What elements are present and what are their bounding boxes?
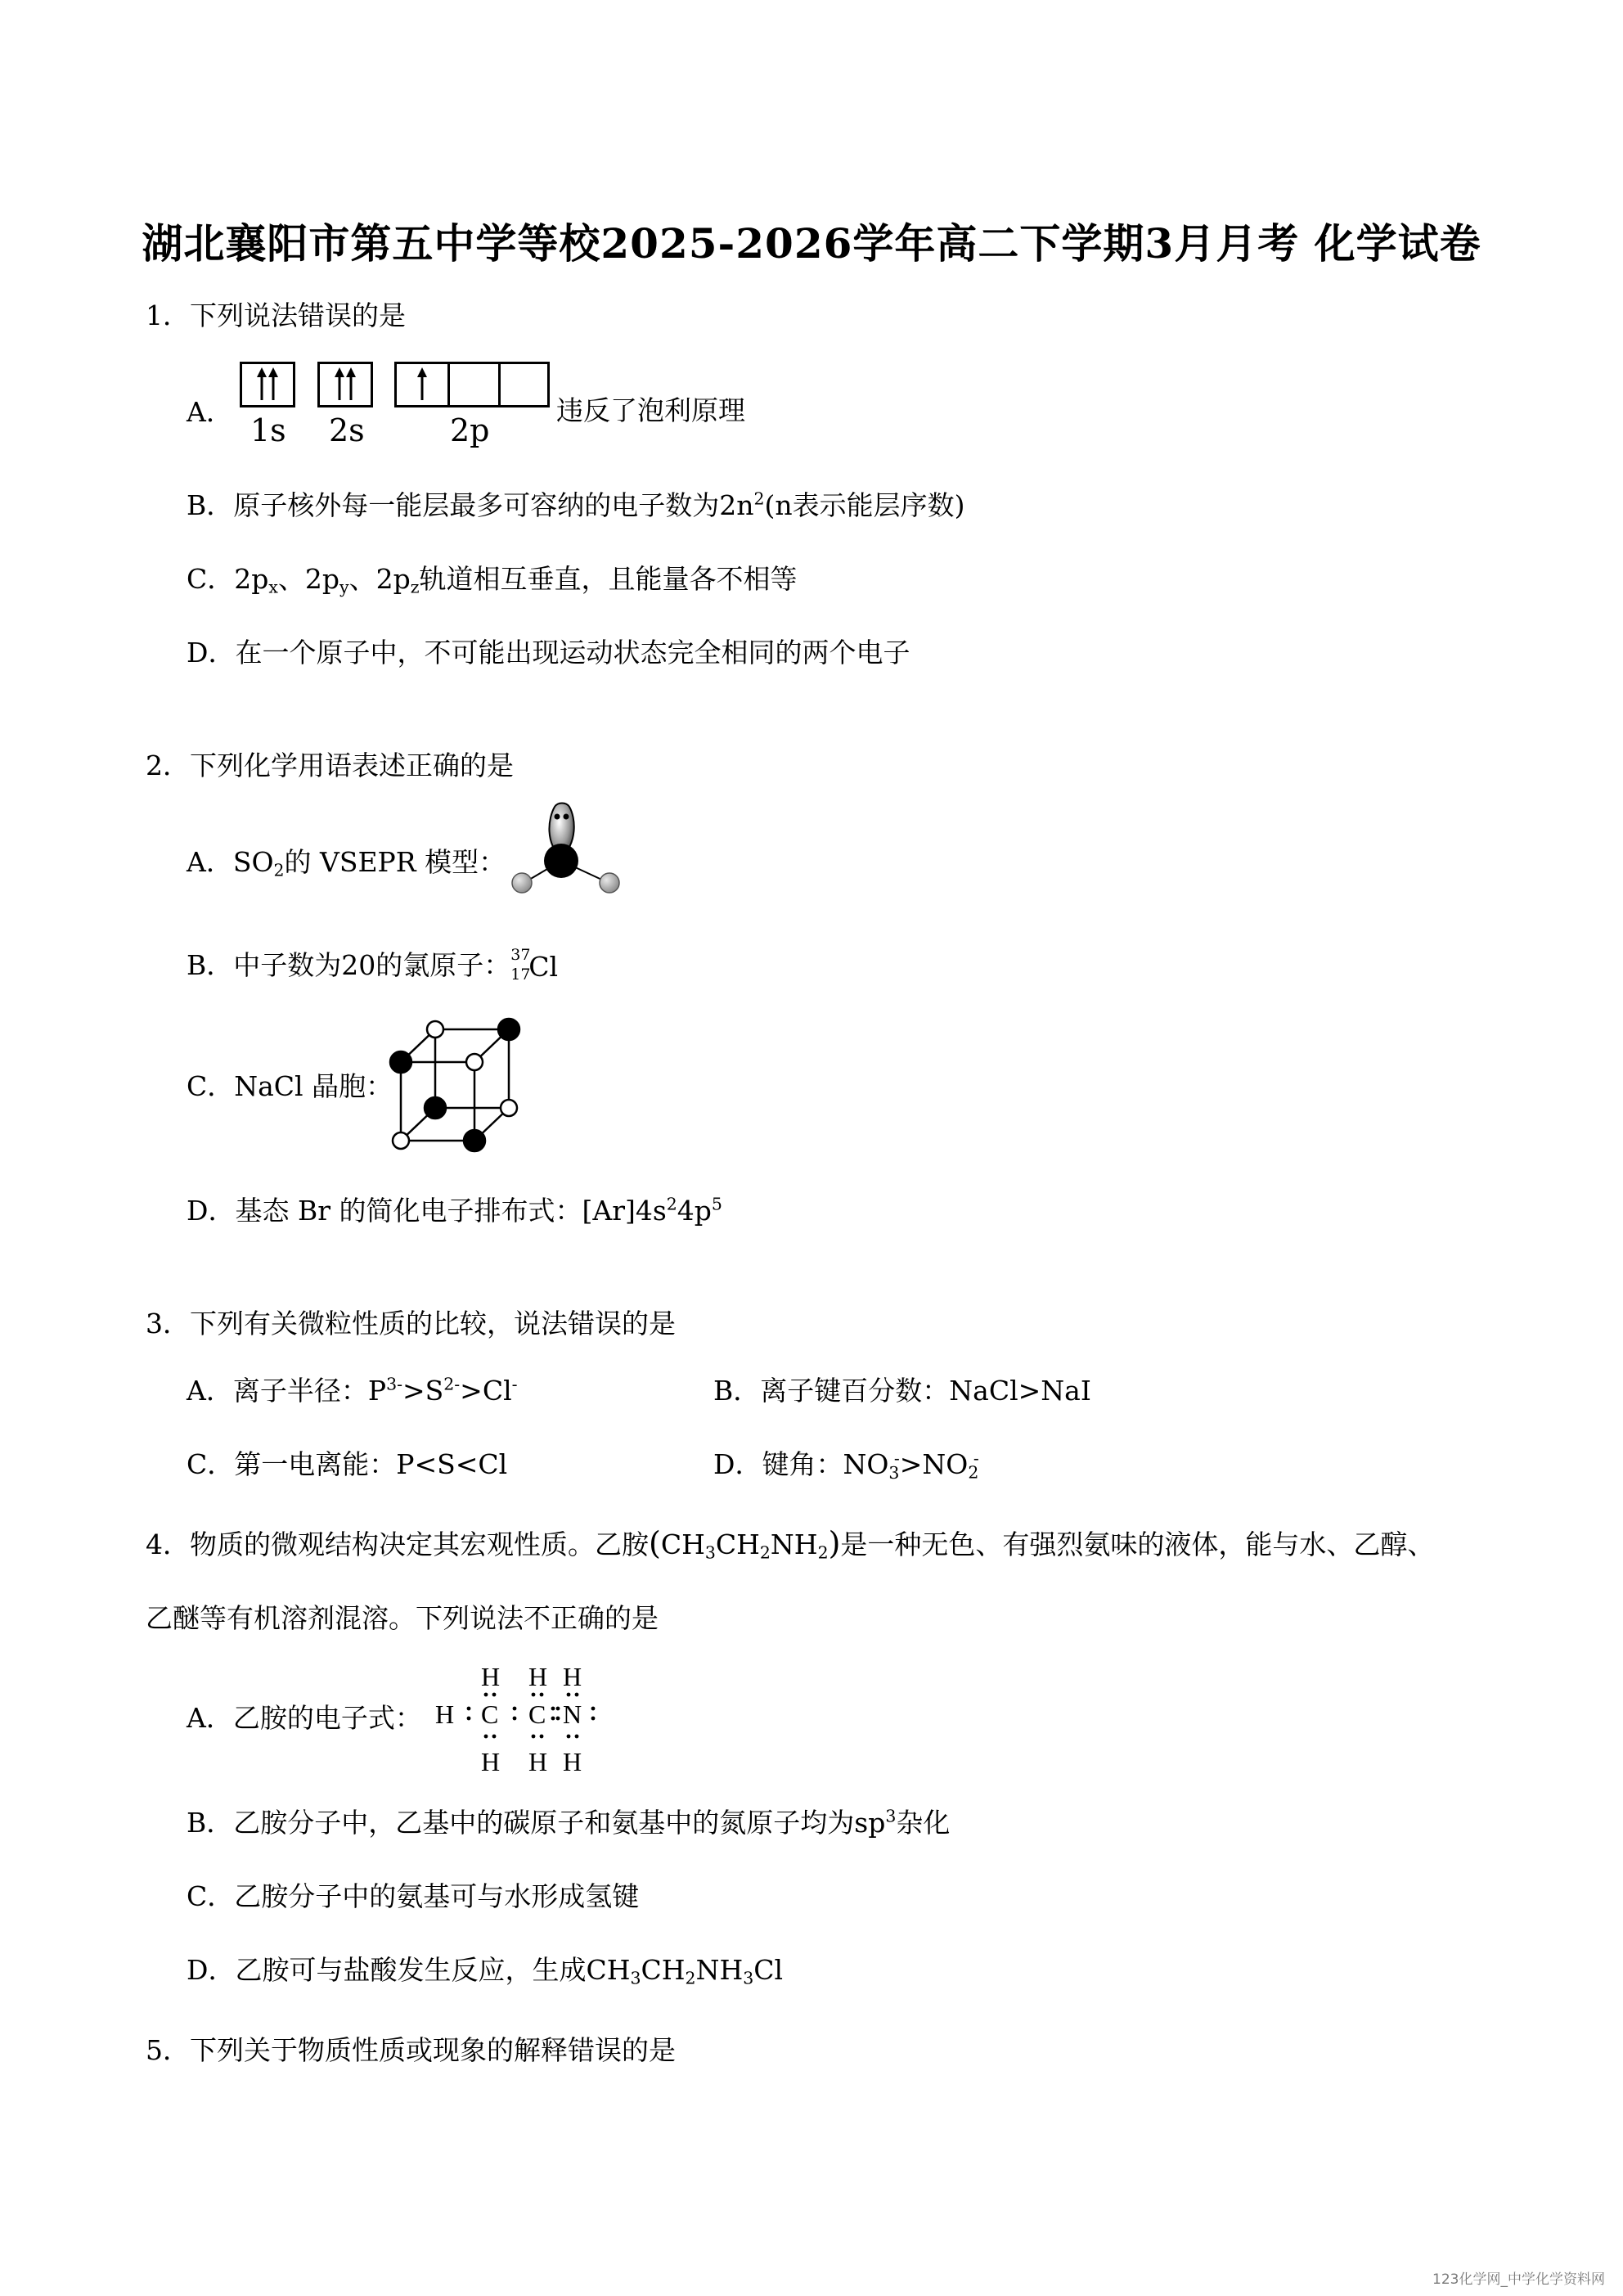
orbital-box-1s	[240, 362, 295, 407]
svg-text:C: C	[528, 1699, 546, 1729]
q2-option-d: D．基态 Br 的简化电子排布式：$[Ar]4s^24p^5$	[187, 1194, 722, 1227]
q4-option-d: D．乙胺可与盐酸发生反应，生成$CH_3CH_2NH_3Cl$	[187, 1954, 784, 1988]
question-4-stem-line2: 乙醚等有机溶剂混溶。下列说法不正确的是	[146, 1602, 659, 1634]
svg-text:H: H	[435, 1699, 455, 1729]
formula-so2: $SO_2$	[232, 846, 285, 880]
svg-text:C: C	[481, 1699, 499, 1729]
formula-2n2: $2n^2$	[719, 488, 765, 521]
question-3-stem: 3．下列有关微粒性质的比较，说法错误的是	[146, 1308, 676, 1339]
q4-option-b: B．乙胺分子中，乙基中的碳原子和氨基中的氮原子均为$sp^3$杂化	[187, 1806, 951, 1839]
orbital-label-1s: 1s	[250, 412, 286, 448]
q1-option-c: C．$2p_x$、$2p_y$、$2p_z$轨道相互垂直，且能量各不相等	[187, 563, 798, 597]
formula-ethylammonium-chloride: $CH_3CH_2NH_3Cl$	[586, 1954, 784, 1988]
q2-option-a: A．$SO_2$的 VSEPR 模型：	[187, 846, 506, 880]
orbital-box-2s	[317, 362, 373, 407]
formula-sp3: $sp^3$	[854, 1806, 897, 1839]
page-title: 湖北襄阳市第五中学等校2025-2026学年高二下学期3月月考 化学试卷	[142, 219, 1481, 268]
svg-text:N: N	[563, 1699, 582, 1729]
q3-option-a: A．离子半径：$P^{3-}>S^{2-}>Cl^-$	[187, 1374, 518, 1407]
formula-br-config: $[Ar]4s^24p^5$	[582, 1194, 722, 1227]
q4-option-c: C．乙胺分子中的氨基可与水形成氢键	[187, 1880, 640, 1912]
formula-ion-radius: $P^{3-}>S^{2-}>Cl^-$	[367, 1374, 518, 1407]
q1-option-b: B．原子核外每一能层最多可容纳的电子数为$2n^2(n$表示能层序数)	[187, 488, 965, 521]
formula-bond-angle: $NO_3^->NO_2^-$	[843, 1447, 979, 1483]
q3-option-d: D．键角：$NO_3^->NO_2^-$	[713, 1447, 979, 1483]
formula-2p-orbitals: $2p_x$、$2p_y$、$2p_z$	[234, 563, 420, 597]
q2-option-b: B．中子数为20的氯原子： 37 17 Cl	[187, 944, 560, 984]
question-1-stem: 1．下列说法错误的是	[146, 299, 406, 331]
formula-ethylamine: (	[649, 1525, 661, 1561]
q1-option-a-text: 违反了泡利原理	[556, 394, 745, 426]
svg-text:H: H	[481, 1662, 501, 1691]
q3-option-c: C．第一电离能：P<S<Cl	[187, 1448, 508, 1480]
orbital-box-2p	[394, 362, 550, 407]
formula-ethylamine-body: $CH_3CH_2NH_2$	[660, 1528, 829, 1563]
question-4-stem-line1: 4．物质的微观结构决定其宏观性质。乙胺$(CH_3CH_2NH_2)$是一种无色、有强烈氨味的液体，能与水、乙醇、	[146, 1525, 1435, 1563]
footer-watermark: 123化学网_中学化学资料网	[1432, 2271, 1605, 2288]
vsepr-model-image	[506, 800, 628, 905]
orbital-label-2p: 2p	[450, 412, 490, 448]
nuclide-symbol: 37 17 Cl	[510, 946, 559, 984]
svg-text:H: H	[563, 1747, 582, 1776]
svg-text:H: H	[528, 1747, 548, 1776]
q3-option-b: B．离子键百分数：NaCl>NaI	[713, 1375, 1091, 1407]
svg-text:H: H	[528, 1662, 548, 1691]
electron-formula-image	[432, 1658, 620, 1781]
q2-option-c: C．NaCl 晶胞：	[187, 1070, 393, 1102]
arrow-pair-icon	[320, 364, 371, 405]
q1-option-d: D．在一个原子中，不可能出现运动状态完全相同的两个电子	[187, 637, 910, 669]
orbital-label-2s: 2s	[329, 412, 365, 448]
q1-option-a-label: A．	[187, 396, 233, 428]
nacl-crystal-cell-image	[384, 1011, 532, 1159]
q4-option-a: A．乙胺的电子式：	[187, 1702, 422, 1734]
arrow-pair-icon	[242, 364, 293, 405]
svg-text:H: H	[481, 1747, 501, 1776]
svg-text:H: H	[563, 1662, 582, 1691]
question-2-stem: 2．下列化学用语表述正确的是	[146, 750, 514, 781]
question-5-stem: 5．下列关于物质性质或现象的解释错误的是	[146, 2034, 676, 2066]
arrow-up-icon	[397, 364, 447, 405]
